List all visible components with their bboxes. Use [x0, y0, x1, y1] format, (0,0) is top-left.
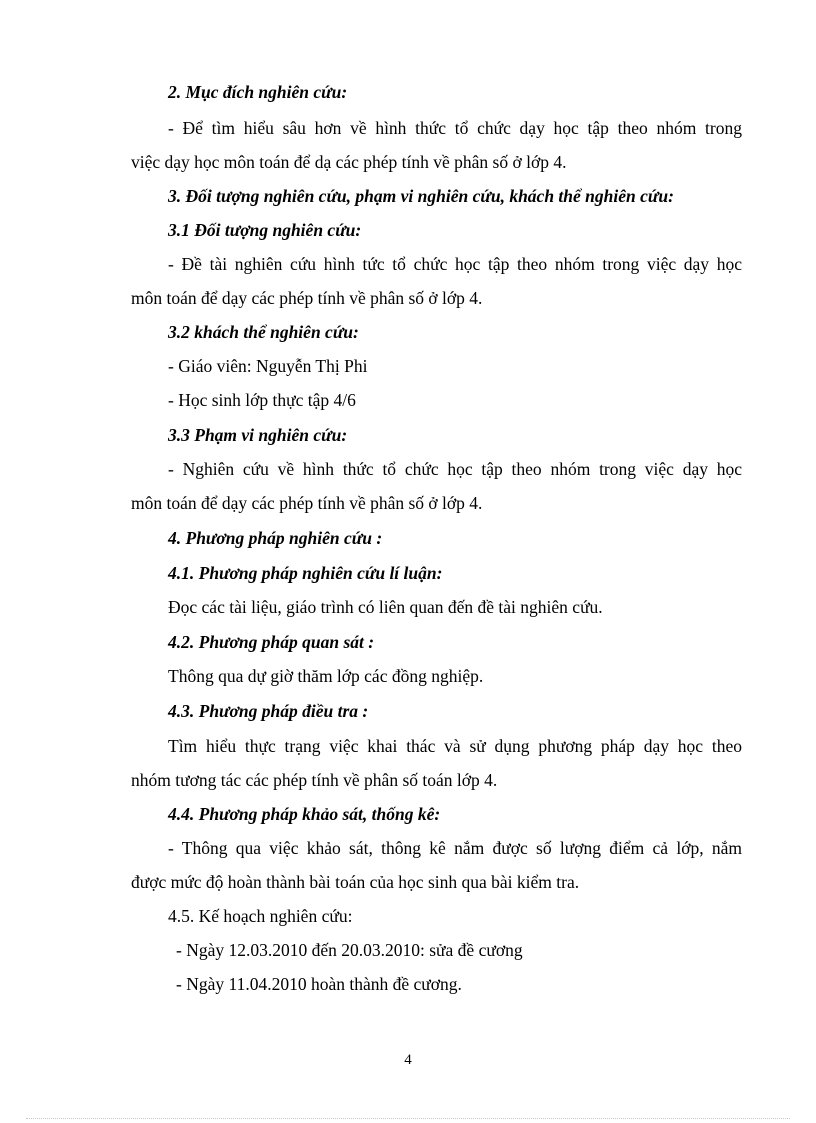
paragraph-2-line-2: việc dạy học môn toán để dạ các phép tính về phân số ở lớp 4. — [131, 152, 567, 172]
paragraph-3-1-line-2: môn toán để dạy các phép tính về phân số ở lớp 4. — [131, 288, 483, 308]
paragraph-4-4-line-1: - Thông qua việc khảo sát, thông kê nắm được số lượng điểm cả lớp, nắm — [168, 838, 742, 858]
paragraph-3-2-teacher: - Giáo viên: Nguyễn Thị Phi — [168, 356, 368, 376]
heading-3-scope: 3. Đối tượng nghiên cứu, phạm vi nghiên cứu, khách thể nghiên cứu: — [168, 186, 674, 206]
paragraph-3-1-line-1: - Đề tài nghiên cứu hình tức tổ chức học tập theo nhóm trong việc dạy học — [168, 254, 742, 274]
heading-4-5: 4.5. Kế hoạch nghiên cứu: — [168, 906, 353, 926]
paragraph-4-1: Đọc các tài liệu, giáo trình có liên quan đến đề tài nghiên cứu. — [168, 597, 603, 617]
heading-4-methods: 4. Phương pháp nghiên cứu : — [168, 528, 383, 548]
plan-item-1: - Ngày 12.03.2010 đến 20.03.2010: sửa đề cương — [176, 940, 523, 960]
heading-4-1: 4.1. Phương pháp nghiên cứu lí luận: — [168, 563, 443, 583]
paragraph-3-3-line-2: môn toán để dạy các phép tính về phân số ở lớp 4. — [131, 493, 483, 513]
heading-3-2: 3.2 khách thể nghiên cứu: — [168, 322, 359, 342]
page-bottom-rule — [26, 1118, 790, 1119]
paragraph-4-3-line-1: Tìm hiểu thực trạng việc khai thác và sử dụng phương pháp dạy học theo — [168, 736, 742, 756]
heading-3-1: 3.1 Đối tượng nghiên cứu: — [168, 220, 362, 240]
heading-4-4: 4.4. Phương pháp khảo sát, thống kê: — [168, 804, 441, 824]
paragraph-4-3-line-2: nhóm tương tác các phép tính về phân số toán lớp 4. — [131, 770, 498, 790]
plan-item-2: - Ngày 11.04.2010 hoàn thành đề cương. — [176, 974, 462, 994]
paragraph-4-2: Thông qua dự giờ thăm lớp các đồng nghiệp. — [168, 666, 484, 686]
heading-2-purpose: 2. Mục đích nghiên cứu: — [168, 82, 348, 102]
paragraph-4-4-line-2: được mức độ hoàn thành bài toán của học sinh qua bài kiểm tra. — [131, 872, 580, 892]
heading-3-3: 3.3 Phạm vi nghiên cứu: — [168, 425, 348, 445]
paragraph-3-3-line-1: - Nghiên cứu về hình thức tổ chức học tập theo nhóm trong việc dạy học — [168, 459, 742, 479]
page-number: 4 — [404, 1052, 412, 1068]
heading-4-2: 4.2. Phương pháp quan sát : — [168, 632, 375, 652]
paragraph-2-line-1: - Để tìm hiểu sâu hơn về hình thức tổ chức dạy học tập theo nhóm trong — [168, 118, 742, 138]
paragraph-3-2-students: - Học sinh lớp thực tập 4/6 — [168, 390, 356, 410]
heading-4-3: 4.3. Phương pháp điều tra : — [168, 701, 369, 721]
